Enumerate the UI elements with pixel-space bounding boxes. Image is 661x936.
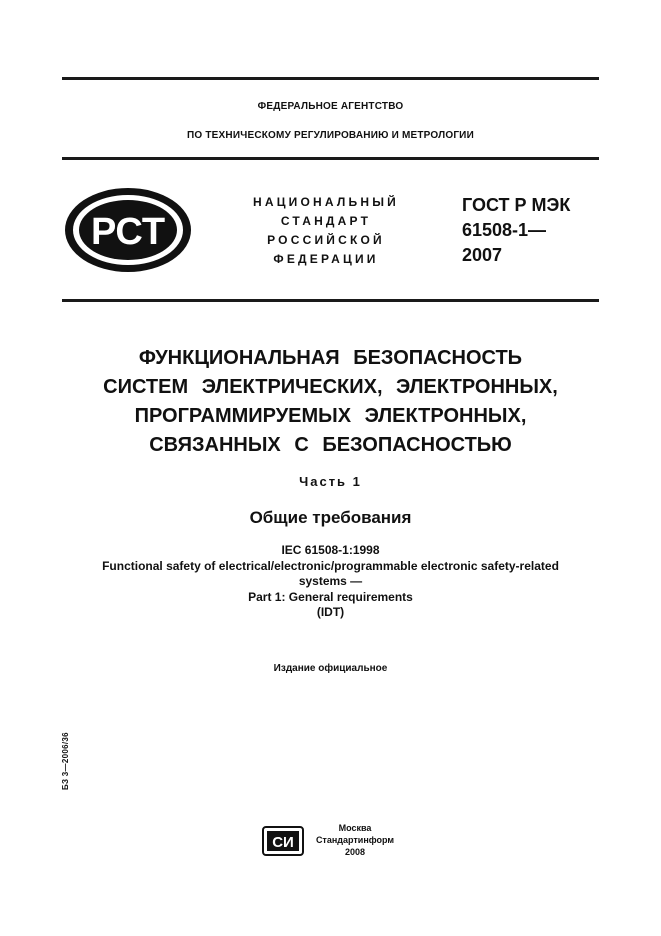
- title-line-2: СИСТЕМ ЭЛЕКТРИЧЕСКИХ, ЭЛЕКТРОННЫХ,: [103, 376, 558, 398]
- rst-logo: [63, 186, 193, 274]
- national-line-4: ФЕДЕРАЦИИ: [273, 252, 379, 266]
- rst-logo-text: РСТ: [90, 211, 166, 253]
- part-number: Часть 1: [299, 474, 362, 489]
- national-line-2: СТАНДАРТ: [280, 214, 372, 228]
- agency-name-line-1: ФЕДЕРАЛЬНОЕ АГЕНТСТВО: [257, 101, 404, 112]
- gost-designation: [462, 193, 570, 268]
- iec-line-3: systems —: [298, 574, 363, 588]
- publisher-info: [295, 822, 415, 858]
- gost-line-2: 61508-1—: [462, 220, 547, 240]
- side-code: БЗ 3—2006/36: [61, 732, 70, 790]
- title-line-1: ФУНКЦИОНАЛЬНАЯ БЕЗОПАСНОСТЬ: [138, 347, 523, 369]
- publisher-city: Москва: [338, 823, 372, 833]
- publisher-logo-text: СИ: [272, 834, 294, 851]
- rule-below-standard: [62, 299, 599, 302]
- iec-line-1: IEC 61508-1:1998: [281, 543, 380, 557]
- rule-above-standard: [62, 157, 599, 160]
- publisher-name: Стандартинформ: [315, 835, 395, 845]
- national-line-1: НАЦИОНАЛЬНЫЙ: [252, 195, 400, 209]
- top-rule: [62, 77, 599, 80]
- gost-line-3: 2007: [462, 245, 503, 265]
- iec-line-2: Functional safety of electrical/electronic/programmable electronic safety-related: [102, 558, 559, 573]
- subtitle: Общие требования: [249, 508, 412, 527]
- publisher-year: 2008: [344, 847, 366, 857]
- national-line-3: РОССИЙСКОЙ: [267, 233, 385, 247]
- title-line-3: ПРОГРАММИРУЕМЫХ ЭЛЕКТРОННЫХ,: [134, 405, 527, 427]
- title-line-4: СВЯЗАННЫХ С БЕЗОПАСНОСТЬЮ: [149, 434, 512, 456]
- iec-line-5: (IDT): [316, 605, 345, 619]
- gost-line-1: ГОСТ Р МЭК: [462, 195, 571, 215]
- national-standard-label: [226, 193, 426, 269]
- iec-reference: [0, 543, 661, 621]
- document-title: [0, 344, 661, 460]
- agency-name-line-2: ПО ТЕХНИЧЕСКОМУ РЕГУЛИРОВАНИЮ И МЕТРОЛОГИИ: [187, 130, 474, 141]
- edition-label: Издание официальное: [273, 663, 388, 674]
- iec-line-4: Part 1: General requirements: [248, 589, 413, 604]
